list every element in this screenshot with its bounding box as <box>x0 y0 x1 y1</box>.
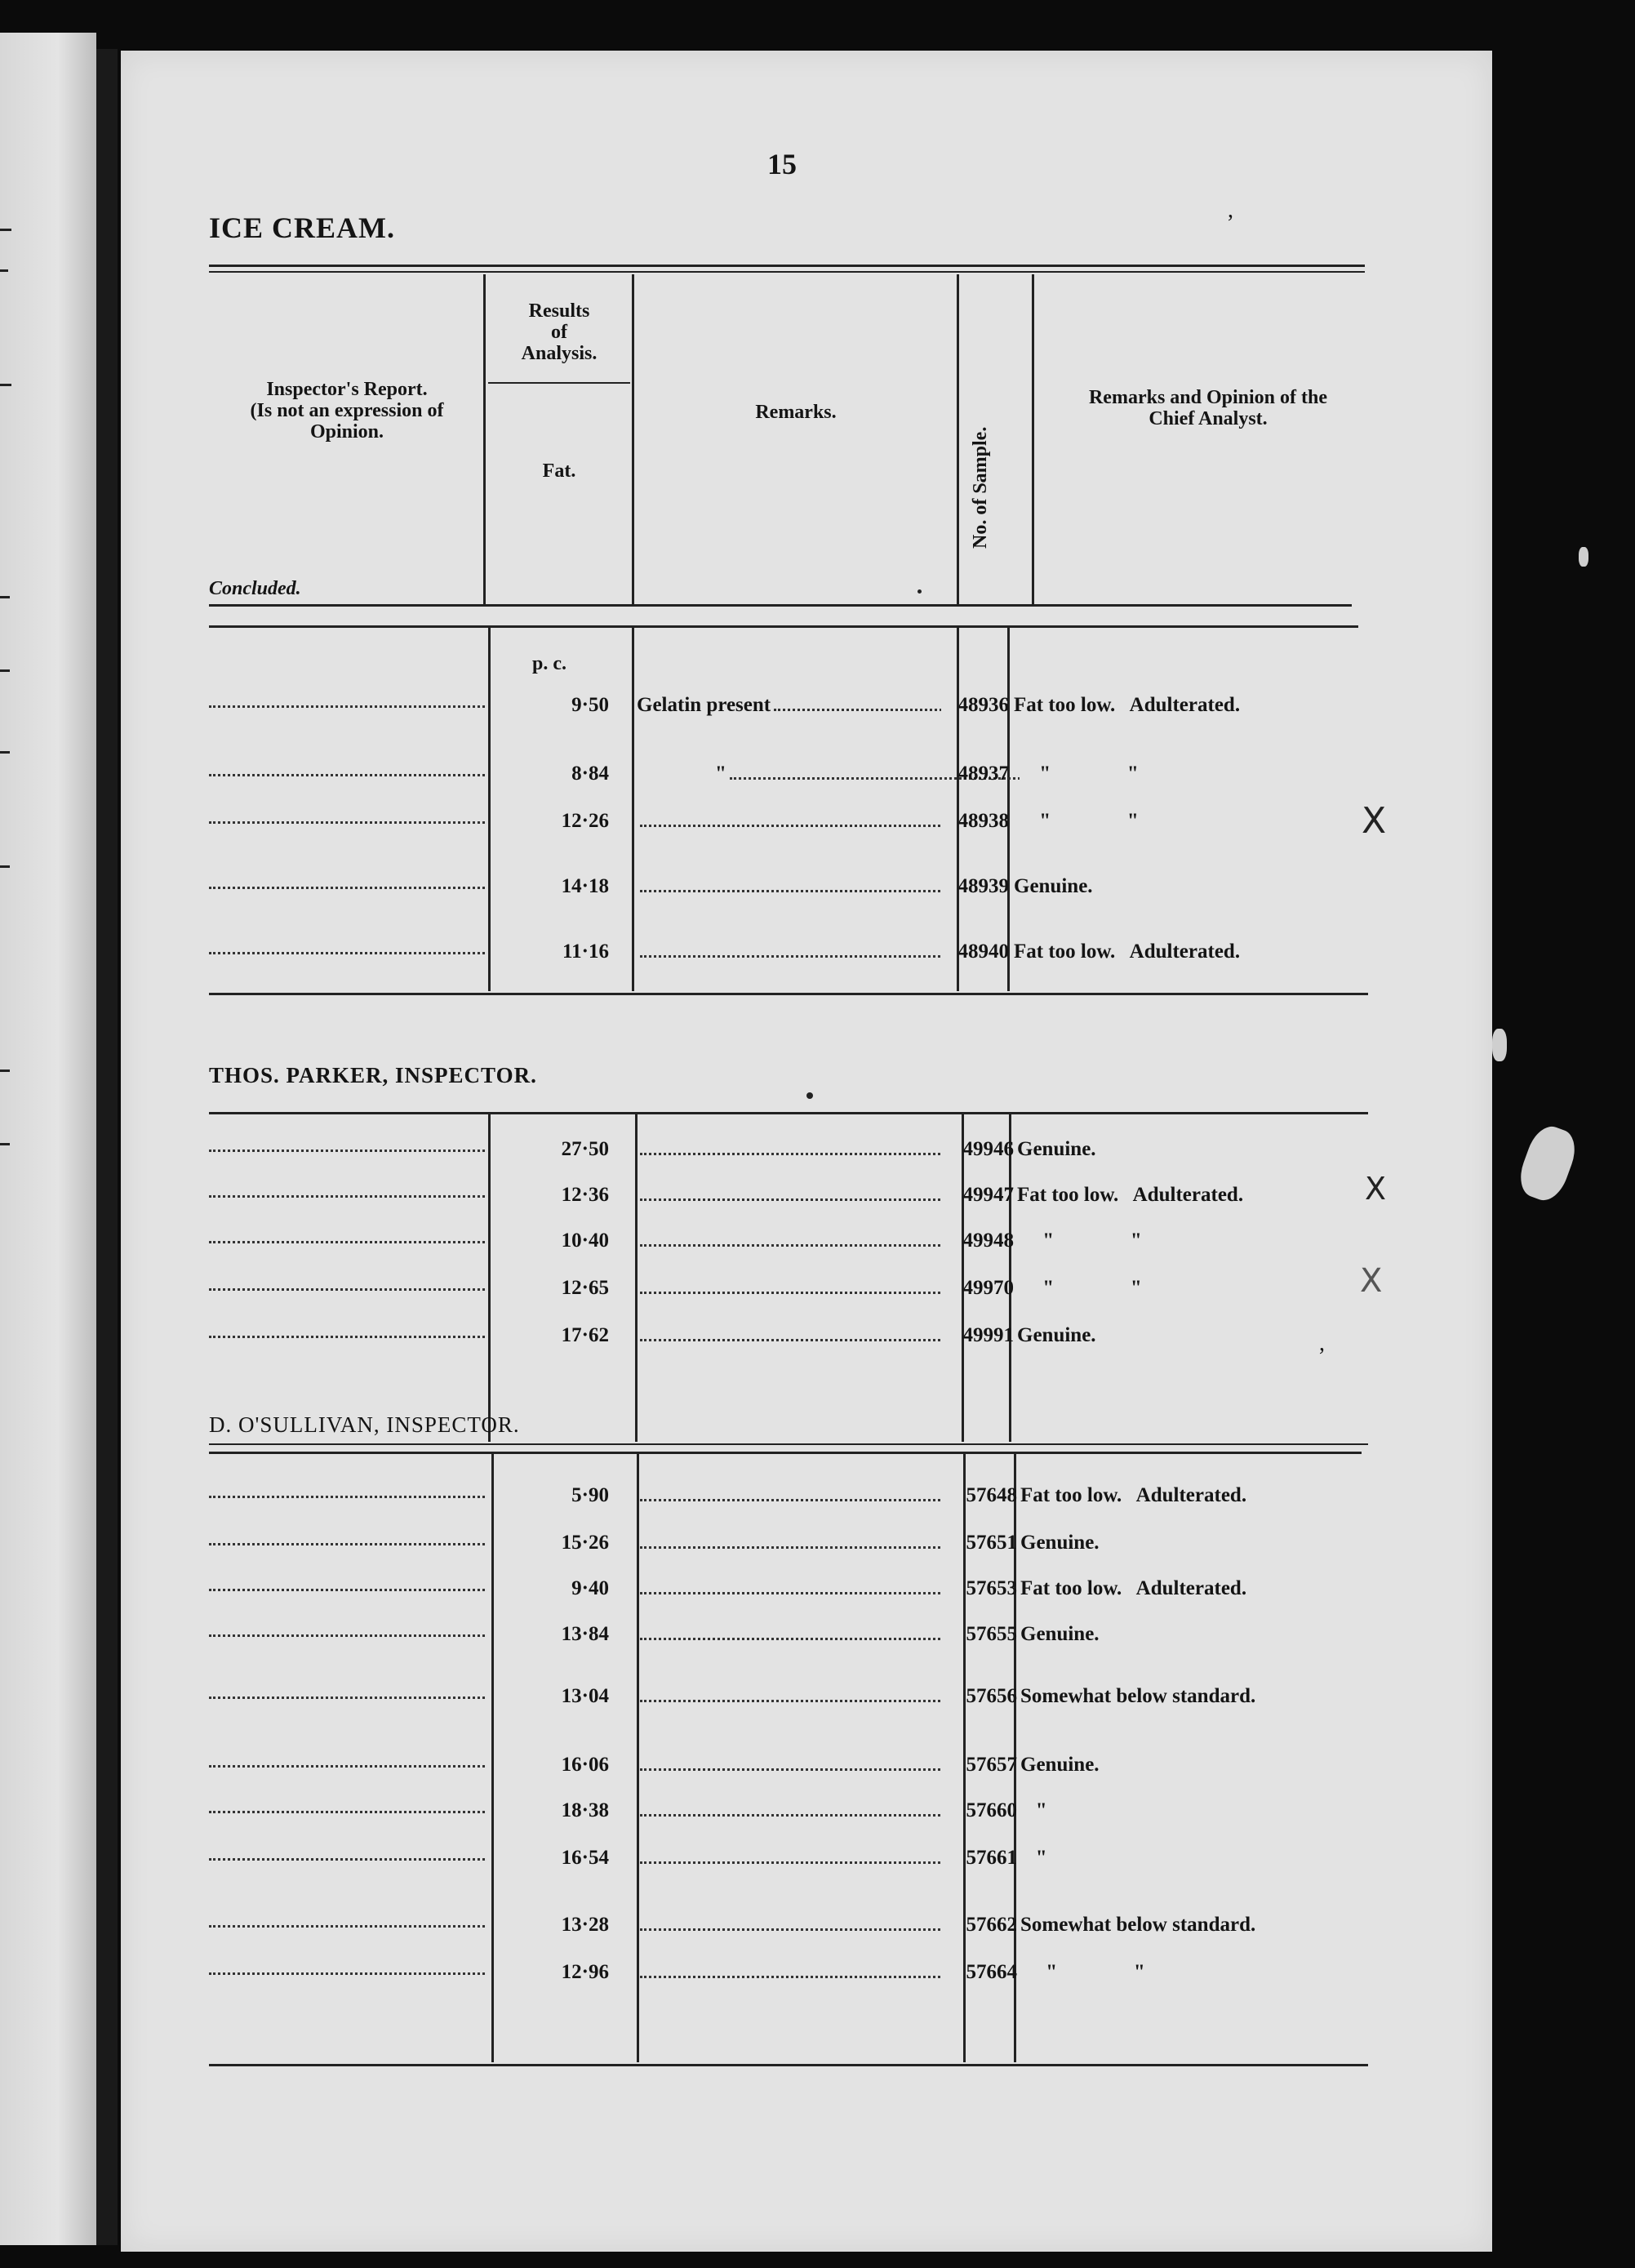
analyst-opinion: Genuine. <box>1014 875 1093 897</box>
analyst-opinion: Genuine. <box>1017 1138 1096 1160</box>
unit-label: p. c. <box>532 653 566 674</box>
fat-value: 17·62 <box>561 1324 609 1346</box>
analyst-opinion: " " <box>1017 1277 1142 1299</box>
sample-number: 48940 <box>957 941 1009 963</box>
sample-number: 48937 <box>957 763 1009 785</box>
dotted-leader <box>209 1195 485 1198</box>
facing-page-mark <box>0 1070 10 1072</box>
sample-number: 57648 <box>966 1484 1017 1506</box>
fat-value: 12·65 <box>561 1277 609 1299</box>
paper-fragment <box>1492 1029 1507 1061</box>
col-divider <box>957 274 959 604</box>
group2-top-rule <box>209 1112 1368 1114</box>
facing-page-mark <box>0 751 10 754</box>
remark-text <box>637 1184 941 1207</box>
remark-dotted-leader <box>640 1327 941 1341</box>
col-divider <box>957 627 959 991</box>
header-inspector-report: Inspector's Report. (Is not an expression of Opinion. <box>250 379 444 442</box>
sample-number: 48938 <box>957 810 1009 832</box>
facing-page-mark <box>0 865 10 868</box>
analyst-opinion: " " <box>1014 810 1139 832</box>
book-gutter <box>96 49 118 2245</box>
analyst-opinion: Genuine. <box>1020 1532 1100 1554</box>
fat-value: 12·36 <box>561 1184 609 1206</box>
remark-dotted-leader <box>640 1581 941 1594</box>
fat-value: 18·38 <box>561 1799 609 1821</box>
analyst-opinion: Fat too low. Adulterated. <box>1014 941 1241 963</box>
dotted-leader <box>209 1543 485 1545</box>
remark-text: " <box>637 763 1020 785</box>
remark-text <box>637 1577 941 1600</box>
fat-value: 9·40 <box>571 1577 609 1599</box>
fat-value: 8·84 <box>571 763 609 785</box>
sample-number: 57661 <box>966 1847 1017 1869</box>
remark-text: Gelatin present <box>637 694 941 717</box>
remark-text <box>637 941 941 963</box>
remark-dotted-leader <box>640 1626 941 1640</box>
fat-value: 13·28 <box>561 1914 609 1936</box>
remark-text <box>637 1484 941 1507</box>
remark-dotted-leader <box>640 1280 941 1294</box>
group2-bottom-rule <box>209 1443 1368 1445</box>
dotted-leader <box>209 1288 485 1291</box>
remark-text <box>637 1324 941 1347</box>
fat-value: 16·54 <box>561 1847 609 1869</box>
dotted-leader <box>209 1697 485 1699</box>
paper-fragment <box>1579 547 1588 567</box>
fat-value: 12·96 <box>561 1961 609 1983</box>
fat-value: 11·16 <box>562 941 609 963</box>
analyst-opinion: Somewhat below standard. <box>1020 1685 1256 1707</box>
header-results-of-analysis: Results of Analysis. <box>521 300 598 364</box>
facing-page-edge <box>0 33 96 2245</box>
fat-value: 14·18 <box>561 875 609 897</box>
fat-value: 9·50 <box>571 694 609 716</box>
concluded-label: Concluded. <box>209 578 301 599</box>
handwritten-x-mark: X <box>1360 1262 1383 1300</box>
remark-dotted-leader <box>640 944 941 958</box>
dotted-leader <box>209 1336 485 1338</box>
remark-text <box>637 1961 941 1984</box>
header-chief-analyst: Remarks and Opinion of the Chief Analyst. <box>1088 387 1328 429</box>
remark-text <box>637 875 941 898</box>
analyst-opinion: Genuine. <box>1020 1623 1100 1645</box>
sample-number: 57653 <box>966 1577 1017 1599</box>
facing-page-mark <box>0 269 8 272</box>
analyst-opinion: Fat too low. Adulterated. <box>1014 694 1241 716</box>
sample-number: 48939 <box>957 875 1009 897</box>
dotted-leader <box>209 1634 485 1637</box>
col-divider <box>488 627 491 991</box>
remark-text <box>637 1685 941 1708</box>
analyst-opinion: " " <box>1020 1961 1145 1983</box>
remark-dotted-leader <box>640 1141 941 1155</box>
table-top-rule <box>209 265 1365 267</box>
stray-ink-mark: , <box>1228 198 1233 223</box>
inspector-heading-parker: THOS. PARKER, INSPECTOR. <box>209 1063 537 1087</box>
sample-number: 49991 <box>962 1324 1014 1346</box>
analyst-opinion: Fat too low. Adulterated. <box>1017 1184 1244 1206</box>
facing-page-mark <box>0 1143 10 1145</box>
fat-value: 16·06 <box>561 1754 609 1776</box>
remark-dotted-leader <box>640 878 941 892</box>
col-divider <box>483 274 486 604</box>
dotted-leader <box>209 1150 485 1152</box>
analyst-opinion: Fat too low. Adulterated. <box>1020 1484 1247 1506</box>
sample-number: 49948 <box>962 1230 1014 1252</box>
facing-page-mark <box>0 669 10 672</box>
table-bottom-rule <box>209 2064 1368 2066</box>
remark-dotted-leader <box>640 1757 941 1771</box>
facing-page-mark <box>0 384 11 386</box>
col-divider <box>632 627 634 991</box>
dotted-leader <box>209 1241 485 1243</box>
sample-number: 49970 <box>962 1277 1014 1299</box>
remark-text <box>637 1230 941 1252</box>
dotted-leader <box>209 1972 485 1975</box>
remark-dotted-leader <box>640 1488 941 1501</box>
analyst-opinion: " " <box>1014 763 1139 785</box>
fat-value: 27·50 <box>561 1138 609 1160</box>
handwritten-x-mark: X <box>1362 800 1387 842</box>
header-remarks: Remarks. <box>755 402 837 423</box>
col-divider <box>1007 627 1010 991</box>
dotted-leader <box>209 774 485 776</box>
fat-value: 13·84 <box>561 1623 609 1645</box>
fat-value: 12·26 <box>561 810 609 832</box>
facing-page-mark <box>0 229 11 231</box>
page-number: 15 <box>767 148 797 180</box>
analyst-opinion: " <box>1020 1847 1047 1869</box>
remark-text <box>637 1623 941 1646</box>
remark-dotted-leader <box>640 1688 941 1702</box>
remark-dotted-leader <box>640 1233 941 1247</box>
dotted-leader <box>209 1925 485 1928</box>
analyst-opinion: Genuine. <box>1017 1324 1096 1346</box>
sample-number: 49946 <box>962 1138 1014 1160</box>
remark-text <box>637 810 941 833</box>
analyst-opinion: " " <box>1017 1230 1142 1252</box>
analyst-opinion: " <box>1020 1799 1047 1821</box>
sample-number: 57664 <box>966 1961 1017 1983</box>
dotted-leader <box>209 1496 485 1498</box>
remark-text <box>637 1754 941 1777</box>
sample-number: 57656 <box>966 1685 1017 1707</box>
table-top-rule-thin <box>209 271 1365 273</box>
dotted-leader <box>209 821 485 824</box>
remark-text <box>637 1277 941 1300</box>
fat-value: 10·40 <box>561 1230 609 1252</box>
dotted-leader <box>209 1858 485 1861</box>
results-subheader-rule <box>488 382 630 384</box>
remark-dotted-leader <box>640 1803 941 1817</box>
header-fat: Fat. <box>542 460 576 482</box>
dotted-leader <box>209 1765 485 1768</box>
remark-text <box>637 1799 941 1822</box>
remark-text <box>637 1847 941 1870</box>
document-page <box>121 51 1492 2252</box>
remark-dotted-leader <box>640 1917 941 1931</box>
fat-value: 5·90 <box>571 1484 609 1506</box>
dotted-leader <box>209 1811 485 1813</box>
analyst-opinion: Genuine. <box>1020 1754 1100 1776</box>
group3-top-rule <box>209 1452 1362 1454</box>
header-bottom-rule <box>209 604 1352 607</box>
dotted-leader <box>209 1589 485 1591</box>
col-divider <box>632 274 634 604</box>
sample-number: 57655 <box>966 1623 1017 1645</box>
remark-dotted-leader <box>640 1187 941 1201</box>
dotted-leader <box>209 887 485 889</box>
sample-number: 49947 <box>962 1184 1014 1206</box>
analyst-opinion: Fat too low. Adulterated. <box>1020 1577 1247 1599</box>
sample-number: 57651 <box>966 1532 1017 1554</box>
group1-top-rule <box>209 625 1358 628</box>
fat-value: 15·26 <box>561 1532 609 1554</box>
group1-bottom-rule <box>209 993 1368 995</box>
dotted-leader <box>209 952 485 954</box>
page-title: ICE CREAM. <box>209 211 396 244</box>
remark-dotted-leader <box>640 1964 941 1978</box>
remark-dotted-leader <box>774 697 941 711</box>
remark-text <box>637 1532 941 1554</box>
paper-fragment <box>1513 1121 1581 1206</box>
fat-value: 13·04 <box>561 1685 609 1707</box>
dotted-leader <box>209 705 485 708</box>
remark-dotted-leader <box>640 813 941 827</box>
facing-page-mark <box>0 596 10 598</box>
remark-text <box>637 1914 941 1937</box>
sample-number: 48936 <box>957 694 1009 716</box>
remark-text <box>637 1138 941 1161</box>
remark-dotted-leader <box>640 1850 941 1864</box>
ink-speck <box>917 589 922 594</box>
sample-number: 57660 <box>966 1799 1017 1821</box>
col-divider <box>1032 274 1034 604</box>
analyst-opinion: Somewhat below standard. <box>1020 1914 1256 1936</box>
inspector-heading-osullivan: D. O'SULLIVAN, INSPECTOR. <box>209 1412 520 1437</box>
sample-number: 57662 <box>966 1914 1017 1936</box>
header-no-of-sample: No. of Sample. <box>970 426 991 549</box>
stray-ink-mark: , <box>1319 1331 1325 1356</box>
handwritten-x-mark: X <box>1365 1171 1387 1207</box>
remark-dotted-leader <box>640 1535 941 1549</box>
ink-speck <box>806 1092 813 1099</box>
sample-number: 57657 <box>966 1754 1017 1776</box>
